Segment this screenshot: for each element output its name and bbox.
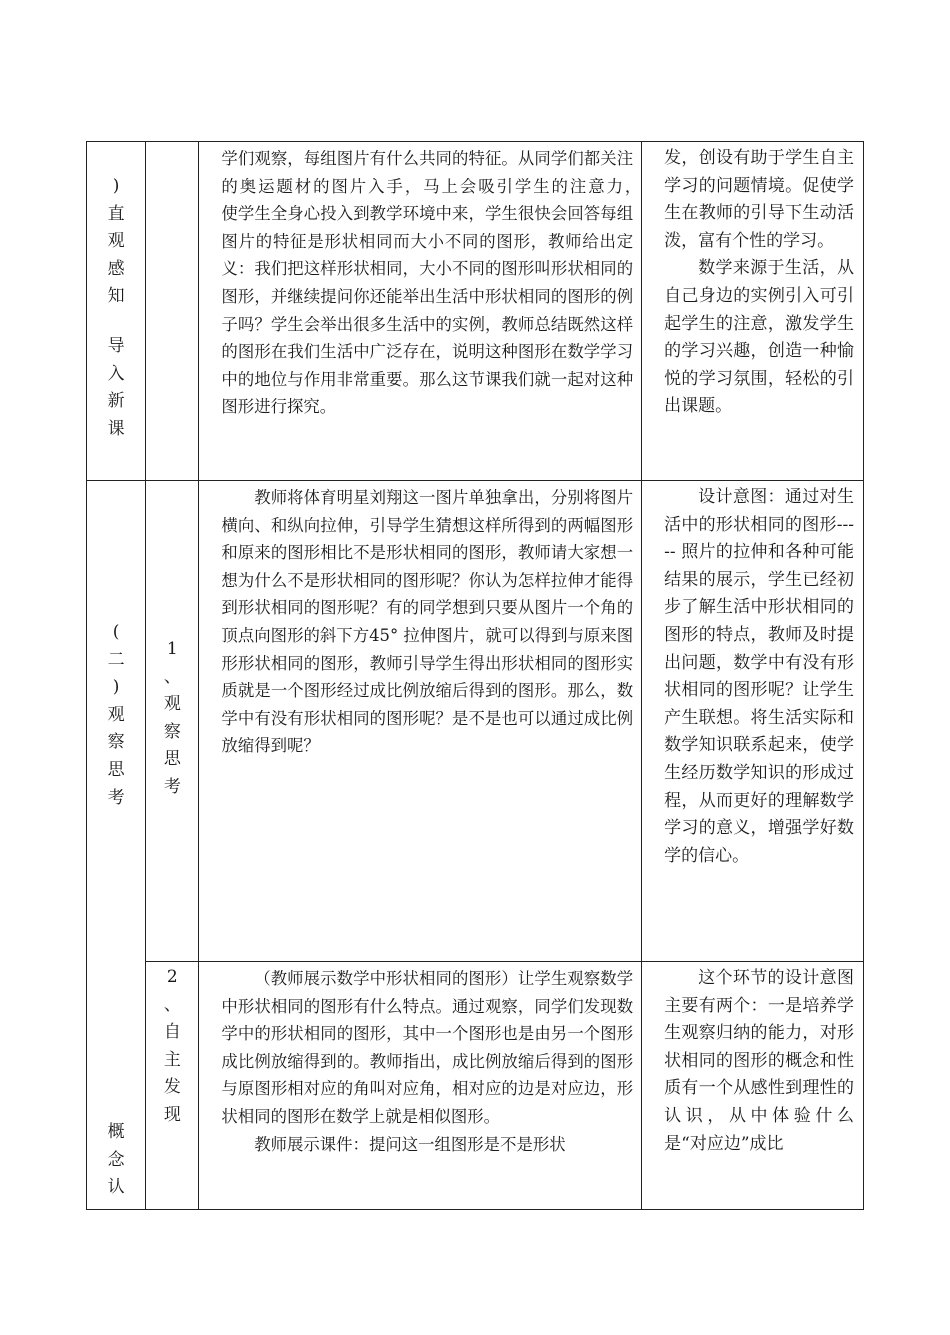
content-text: 学们观察，每组图片有什么共同的特征。从同学们都关注的奥运题材的图片入手，马上会吸引学生的注意力， 使学生全身心投入到教学环境中来，学生很快会回答每组图片的特征是形状相同而大小不同的图形，教师给出定义：我们把这样形状相同，大小不同的图形叫形状相同的图形，并继续提问你还能举出生活中形状相同的图形的例子吗？学生会举出很多生活中的实例，教师总结既然这样的图形在我们生活中广泛存在，说明这种图形在数学学习中的地位与作用非常重要。那么这节课我们就一起对这种图形进行探究。	[221, 149, 666, 417]
content-text: 教师将体育明星刘翔这一图片单独拿出，分别将图片横向、和纵向拉伸，引导学生猜想这样所得到的两幅图形和原来的图形相比不是形状相同的图形，教师请大家想一想为什么不是形状相同的图形呢？你认为怎样拉伸才能得到形状相同的图形呢？有的同学想到只要从图片一个角的顶点向图形的斜下方45° 拉伸图片，就可以得到与原来图形形状相同的图形，教师引导学生得出形状相同的图形实质就是一个图形经过成比例放缩后得到的图形。那么，数学中有没有形状相同的图形呢？是不是也可以通过成比例放缩得到呢？	[221, 488, 634, 756]
table-row	[87, 142, 864, 481]
content-text: （教师展示数学中形状相同的图形）让学生观察数学中形状相同的图形有什么特点。通过观察，同学们发现数学中的形状相同的图形，其中一个图形也是由另一个图形成比例放缩得到的。教师指出，成比例放缩后得到的图形与原图形相对应的角叫对应角，相对应的边是对应边，形状相同的图形在数学上就是相似图形。 教师展示课件：提问这一组图形是不是形状	[221, 969, 634, 1154]
step-cell	[146, 481, 199, 962]
content-cell	[199, 962, 642, 1210]
stage-cell	[87, 481, 146, 1210]
stage-cell	[87, 142, 146, 481]
design-cell	[642, 962, 864, 1210]
design-cell	[642, 481, 864, 962]
step-cell	[146, 142, 199, 481]
stage-label: ( 二 ) 观 察 思 考	[107, 622, 125, 808]
content-cell	[199, 142, 666, 481]
stage-label: ) 直 观 感 知 导 入 新 课	[107, 176, 125, 439]
step-cell	[146, 962, 199, 1210]
design-cell	[642, 142, 864, 481]
stage-label: 概 念 认	[107, 1122, 125, 1198]
design-text: 设计意图：通过对生活中的形状相同的图形----- 照片的拉伸和各种可能结果的展示，学生已经初步了解生活中形状相同的图形的特点，教师及时提出问题，数学中有没有形状相同的图形呢？让学生产生联想。将生活实际和数学知识联系起来，使学生经历数学知识的形成过程，从而更好的理解数学学习的意义，增强学好数学的信心。	[664, 487, 854, 866]
table-row	[87, 962, 864, 1210]
content-cell	[199, 481, 642, 962]
design-text: 这个环节的设计意图主要有两个：一是培养学生观察归纳的能力，对形状相同的图形的概念和性质有一个从感性到理性的认识，从中体验什么是“对应边”成比	[664, 968, 854, 1154]
step-label: 2 、 自 主 发 现	[163, 967, 181, 1125]
step-label: 1 、 观 察 思 考	[163, 639, 181, 797]
table-row	[87, 481, 864, 962]
design-text: 发，创设有助于学生自主学习的问题情境。促使学生在教师的引导下生动活泼，富有个性的学习。 数学来源于生活，从自己身边的实例引入可引起学生的注意，激发学生的学习兴趣，创造一种愉悦的学习氛围，轻松的引出课题。	[664, 148, 854, 417]
lesson-plan-table	[86, 141, 864, 1210]
